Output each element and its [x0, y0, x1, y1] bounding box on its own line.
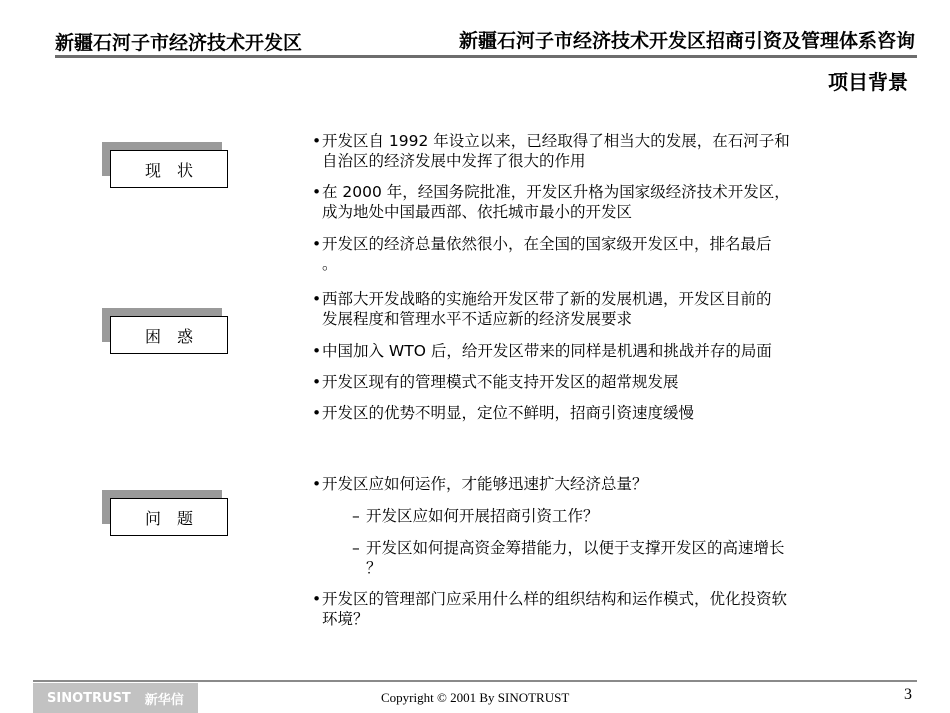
page-subtitle: 项目背景	[828, 70, 908, 94]
sub-bullet-item: – 开发区如何提高资金筹措能力，以便于支撑开发区的高速增长 ？	[352, 539, 785, 577]
footer-logo-cn: 新华信	[144, 692, 184, 708]
footer-divider	[33, 680, 917, 682]
bullet-item: •中国加入 WTO 后，给开发区带来的同样是机遇和挑战并存的局面	[312, 342, 772, 360]
bullet-item: •开发区现有的管理模式不能支持开发区的超常规发展	[312, 373, 679, 391]
section-label-problems	[102, 490, 230, 532]
label-text: 问 题	[110, 498, 228, 536]
header-left-title: 新疆石河子市经济技术开发区	[55, 32, 303, 54]
bullet-item: •开发区应如何运作，才能够迅速扩大经济总量？	[312, 475, 648, 493]
label-text: 困 惑	[110, 316, 228, 354]
label-text: 现 状	[110, 150, 228, 188]
bullet-item: •开发区的管理部门应采用什么样的组织结构和运作模式，优化投资软 环境？	[312, 590, 788, 628]
section-label-status	[102, 142, 230, 184]
bullet-item: •开发区的优势不明显，定位不鲜明，招商引资速度缓慢	[312, 404, 695, 422]
footer-logo-en: SINOTRUST	[47, 690, 131, 706]
header-right-title: 新疆石河子市经济技术开发区招商引资及管理体系咨询	[458, 30, 915, 52]
section-label-confusion	[102, 308, 230, 350]
bullet-item: •开发区自 1992 年设立以来，已经取得了相当大的发展，在石河子和 自治区的经济发展中发挥了很大的作用	[312, 132, 790, 170]
footer-logo	[33, 683, 198, 713]
bullet-item: •西部大开发战略的实施给开发区带了新的发展机遇，开发区目前的 发展程度和管理水平不适应新的经济发展要求	[312, 290, 772, 328]
sub-bullet-item: – 开发区应如何开展招商引资工作？	[352, 507, 599, 525]
bullet-item: •在 2000 年，经国务院批准，开发区升格为国家级经济技术开发区， 成为地处中国最西部、依托城市最小的开发区	[312, 183, 790, 221]
bullet-item: •开发区的经济总量依然很小，在全国的国家级开发区中，排名最后 。	[312, 235, 772, 273]
page-number: 3	[904, 686, 912, 703]
header-divider	[55, 55, 917, 58]
copyright-text: Copyright © 2001 By SINOTRUST	[381, 690, 570, 705]
